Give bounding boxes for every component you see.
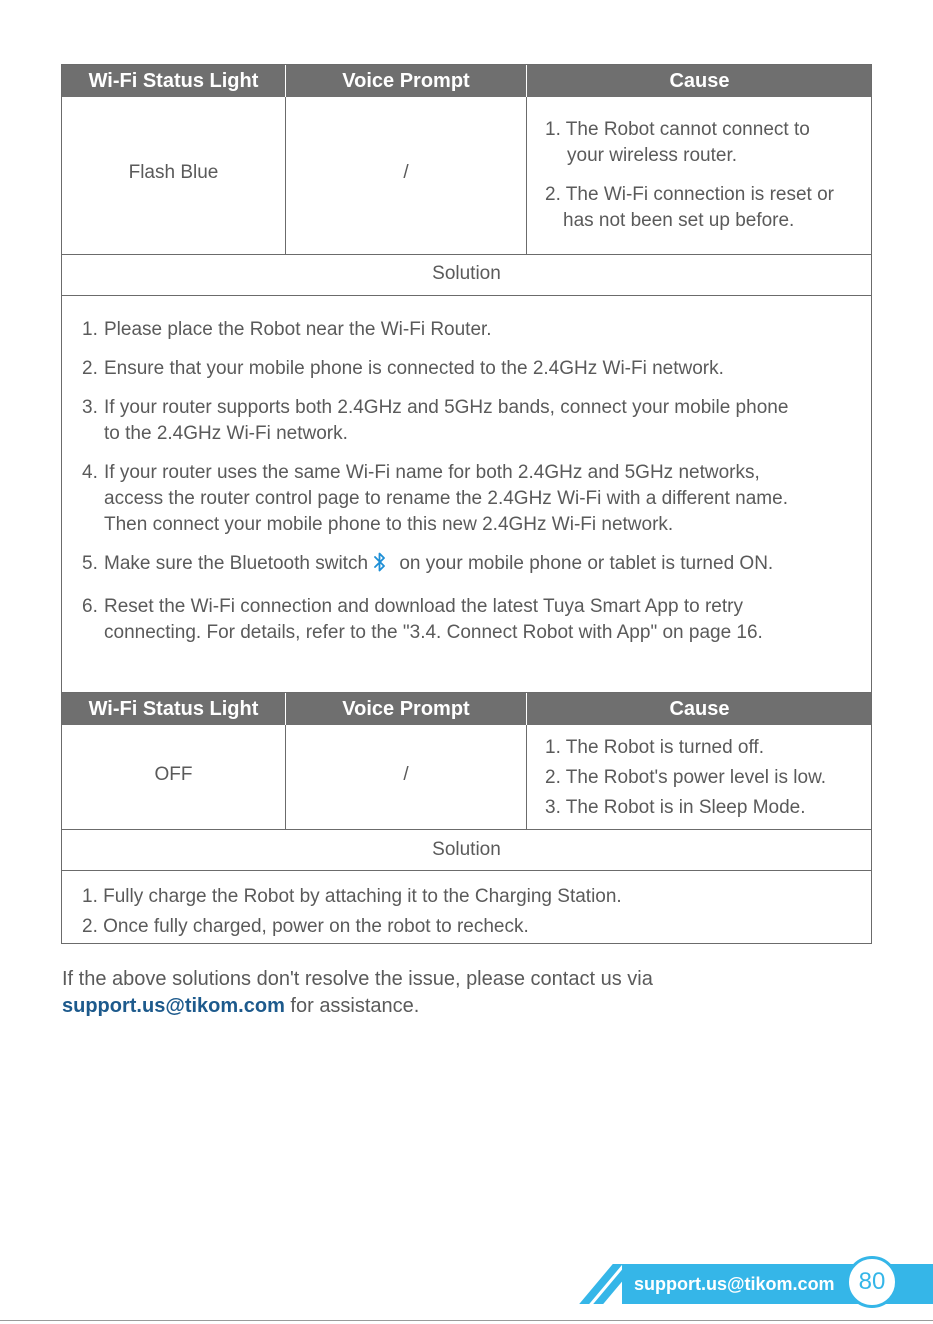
status-light-value: OFF: [154, 764, 193, 785]
header-voice-prompt: Voice Prompt: [342, 698, 470, 720]
contact-note: If the above solutions don't resolve the issue, please contact us via support.us@tikom.com for assistance.: [62, 968, 653, 1017]
header-voice-prompt: Voice Prompt: [342, 70, 470, 92]
cause-item: 2. The Robot's power level is low.: [545, 767, 827, 788]
cause-item: 2. The Wi-Fi connection is reset or has not been set up before.: [545, 184, 834, 231]
header-cause: Cause: [669, 70, 730, 92]
voice-prompt-value: /: [403, 162, 409, 183]
cause-list: [545, 117, 834, 234]
solution-title: Solution: [432, 263, 501, 284]
footer-email: support.us@tikom.com: [634, 1274, 835, 1294]
table-header: [62, 65, 871, 97]
status-light-value: Flash Blue: [128, 162, 219, 183]
header-cause: Cause: [669, 698, 730, 720]
solution-item: 2. Ensure that your mobile phone is connected to the 2.4GHz Wi-Fi network.: [82, 358, 724, 379]
solution-item: 4. If your router uses the same Wi-Fi name for both 2.4GHz and 5GHz networks, access the router control page to rename the 2.4GHz Wi-Fi with a different name. Then connect your mobile phone to this new 2.4GHz Wi-Fi network.: [82, 462, 788, 535]
table-header: [62, 693, 871, 725]
bottom-rule: [0, 1320, 933, 1321]
solution-item: 6. Reset the Wi-Fi connection and download the latest Tuya Smart App to retry connecting. For details, refer to the "3.4. Connect Robot with App" on page 16.: [82, 596, 763, 643]
solution-item: 3. If your router supports both 2.4GHz and 5GHz bands, connect your mobile phone to the 2.4GHz Wi-Fi network.: [82, 397, 789, 444]
solution-list: [82, 317, 847, 646]
solution-title: Solution: [432, 839, 501, 860]
cause-item: 3. The Robot is in Sleep Mode.: [545, 797, 806, 818]
solution-item: 1. Fully charge the Robot by attaching it to the Charging Station.: [82, 886, 622, 907]
bluetooth-icon: [372, 551, 388, 581]
page-number: 80: [846, 1256, 898, 1308]
cause-list: [545, 733, 826, 823]
header-status-light: Wi-Fi Status Light: [88, 70, 259, 92]
solution-item: 2. Once fully charged, power on the robot to recheck.: [82, 916, 529, 937]
voice-prompt-value: /: [403, 764, 409, 785]
solution-item: 1. Please place the Robot near the Wi-Fi Router.: [82, 319, 492, 340]
page-footer: [578, 1264, 933, 1304]
support-email-link[interactable]: support.us@tikom.com: [62, 995, 285, 1017]
cause-item: 1. The Robot is turned off.: [545, 737, 764, 758]
troubleshooting-table-off: [61, 692, 872, 944]
cause-item: 1. The Robot cannot connect to your wireless router.: [545, 119, 810, 166]
troubleshooting-table-flash-blue: [61, 64, 872, 693]
solution-item: 5. Make sure the Bluetooth switch on your mobile phone or tablet is turned ON.: [82, 551, 847, 581]
solution-list: [82, 882, 847, 942]
header-status-light: Wi-Fi Status Light: [88, 698, 259, 720]
